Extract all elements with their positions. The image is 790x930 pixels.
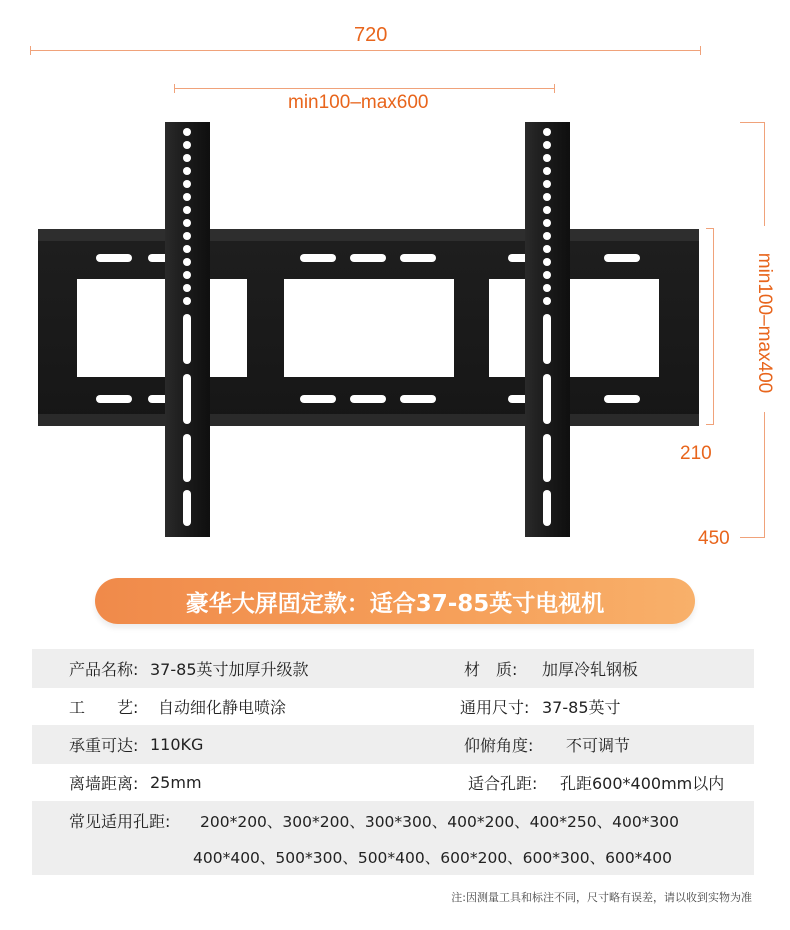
common-holes-line1: 200*200、300*200、300*300、400*200、400*250、400*300 xyxy=(200,812,680,831)
common-holes-label: 常见适用孔距: xyxy=(69,812,171,831)
total-width-label: 720 xyxy=(354,24,388,46)
hole-range-value: 孔距600*400mm以内 xyxy=(560,774,725,793)
spec-table xyxy=(32,649,754,875)
general-size-label: 通用尺寸: xyxy=(460,698,530,717)
spec-row xyxy=(32,687,754,726)
load-label: 承重可达: xyxy=(69,736,139,755)
spec-row xyxy=(32,763,754,802)
process-value: 自动细化静电喷涂 xyxy=(158,698,287,717)
spec-row xyxy=(32,839,754,875)
spec-row xyxy=(32,649,754,688)
spec-row xyxy=(32,801,754,840)
product-name-label: 产品名称: xyxy=(69,660,139,679)
product-name-value: 37-85英寸加厚升级款 xyxy=(150,660,309,679)
general-size-value: 37-85英寸 xyxy=(542,698,621,717)
wall-distance-label: 离墙距离: xyxy=(69,774,139,793)
hole-height-range-label: min100–max400 xyxy=(754,252,775,394)
material-value: 加厚冷轧钢板 xyxy=(542,660,639,679)
spec-row xyxy=(32,725,754,764)
product-banner: 豪华大屏固定款：适合37-85英寸电视机 xyxy=(95,578,695,624)
measurement-note: 注:因测量工具和标注不同，尺寸略有误差，请以收到实物为准 xyxy=(451,891,752,904)
load-value: 110KG xyxy=(150,735,204,754)
tilt-value: 不可调节 xyxy=(566,736,631,755)
total-height-label: 450 xyxy=(698,528,730,549)
hole-width-range-label: min100–max600 xyxy=(288,92,429,113)
wall-distance-value: 25mm xyxy=(150,773,202,792)
tilt-label: 仰俯角度: xyxy=(464,736,534,755)
common-holes-line2: 400*400、500*300、500*400、600*200、600*300、600*400 xyxy=(193,849,673,867)
plate-height-label: 210 xyxy=(680,443,712,464)
material-label: 材 质: xyxy=(464,660,518,679)
process-label: 工 艺: xyxy=(69,698,139,717)
hole-range-label: 适合孔距: xyxy=(468,774,538,793)
